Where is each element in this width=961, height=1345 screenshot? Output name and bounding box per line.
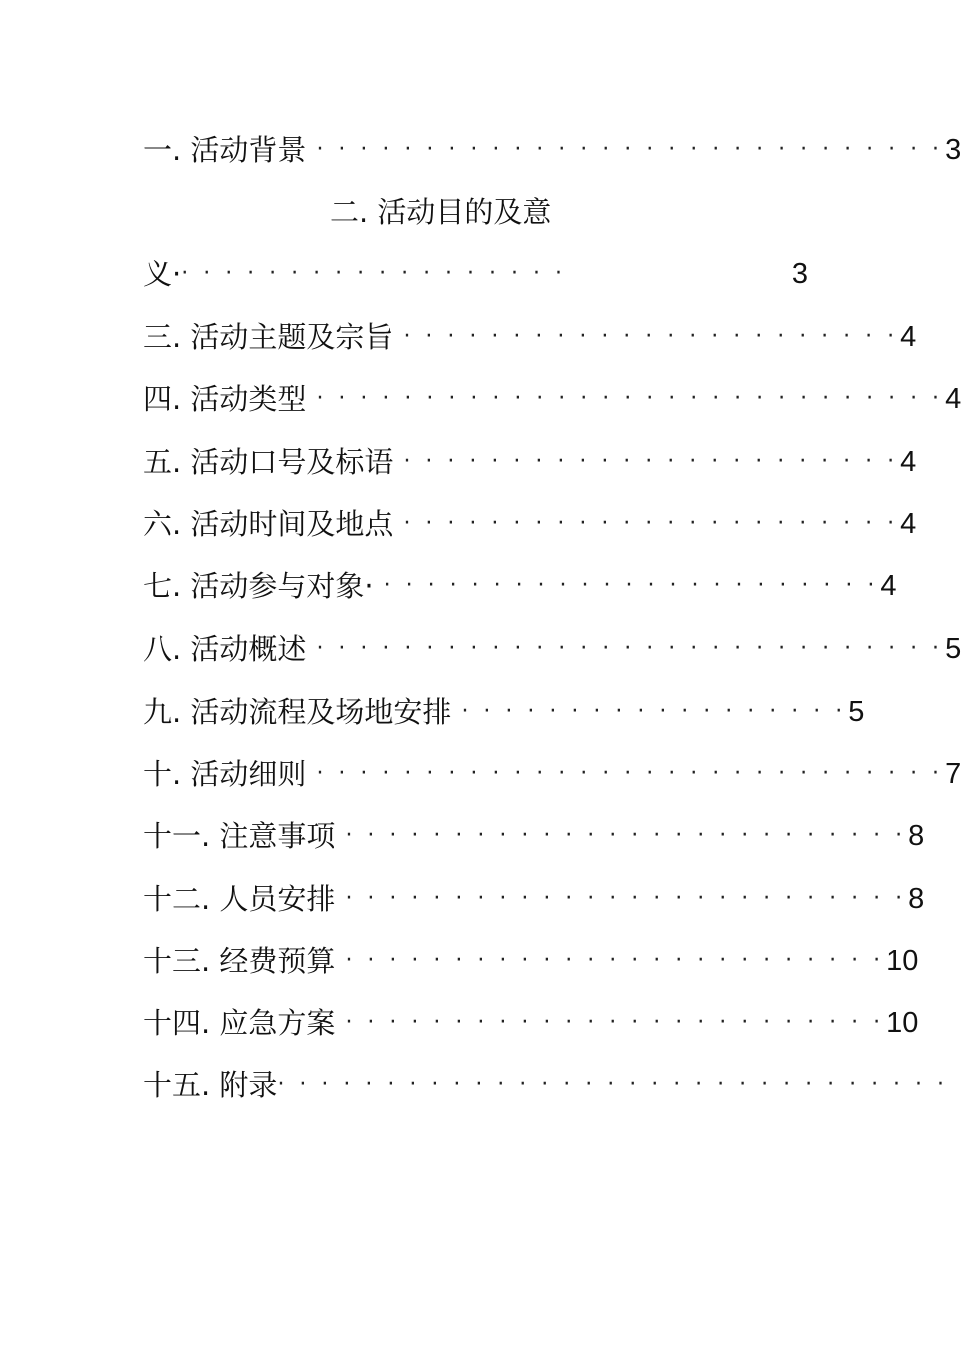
toc-page-number: 7 <box>945 758 961 790</box>
toc-dot-leader: · · · · · · · · · · · · · · · · · · · · · · · · · · · · · <box>316 137 944 162</box>
toc-page-number: 8 <box>908 883 925 915</box>
toc-dot-leader: · · · · · · · · · · · · · · · · · · · · · · · <box>383 573 879 598</box>
toc-entry-purpose-heading[interactable] <box>330 190 630 234</box>
toc-page-number: 4 <box>900 321 917 353</box>
toc-page-number: 4 <box>880 570 897 602</box>
toc-page-number: 5 <box>848 696 865 728</box>
toc-entry-process-venue[interactable] <box>143 690 865 734</box>
toc-entry-staffing[interactable] <box>143 877 925 921</box>
toc-dot-leader: · · · · · · · · · · · · · · · · · · · · · · · · · · <box>345 823 907 848</box>
toc-entry-overview[interactable] <box>143 627 961 671</box>
toc-entry-participants[interactable] <box>143 564 897 608</box>
toc-entry-label: 九. 活动流程及场地安排 <box>143 695 452 729</box>
toc-dot-leader: · · · · · · · · · · · · · · · · · · · · · · · <box>403 324 899 349</box>
toc-page-number: 4 <box>900 446 917 478</box>
toc-dot-leader: · · · · · · · · · · · · · · · · · · · · · · · · · <box>345 948 885 973</box>
toc-entry-theme[interactable] <box>143 315 917 359</box>
toc-dot-leader: · · · · · · · · · · · · · · · · · · · · · · · · · · · · · <box>316 386 944 411</box>
toc-entry-budget[interactable] <box>143 939 919 983</box>
toc-entry-label: 三. 活动主题及宗旨 <box>143 320 394 354</box>
toc-entry-label: 八. 活动概述 <box>143 632 307 666</box>
toc-entry-slogan[interactable] <box>143 440 917 484</box>
toc-dot-leader: · · · · · · · · · · · · · · · · · · <box>181 261 566 286</box>
toc-dot-leader: · · · · · · · · · · · · · · · · · · · · · · · · · · <box>345 886 907 911</box>
toc-entry-notes[interactable] <box>143 814 925 858</box>
toc-page-number: 5 <box>945 633 961 665</box>
toc-dot-leader: · · · · · · · · · · · · · · · · · · · · · · · · · · · · · · · <box>277 1072 949 1097</box>
toc-page-number: 4 <box>945 383 961 415</box>
toc-dot-leader: · · · · · · · · · · · · · · · · · · · · · · · <box>403 511 899 536</box>
toc-dot-leader: · · · · · · · · · · · · · · · · · · · · · · · · · · · · · <box>316 636 944 661</box>
toc-dot-leader: · · · · · · · · · · · · · · · · · · · · · · · · · · · · · <box>316 761 944 786</box>
toc-entry-time-place[interactable] <box>143 502 917 546</box>
toc-entry-label: 十五. 附录 <box>143 1068 278 1102</box>
toc-entry-label: 四. 活动类型 <box>143 382 307 416</box>
toc-entry-label: 十一. 注意事项 <box>143 819 336 853</box>
toc-page-number: 10 <box>886 945 919 977</box>
toc-dot-leader: · · · · · · · · · · · · · · · · · · · · · · · <box>403 449 899 474</box>
toc-entry-label: 一. 活动背景 <box>143 133 307 167</box>
toc-dot-leader: · · · · · · · · · · · · · · · · · · · · · · · · · <box>345 1010 885 1035</box>
toc-entry-label: 十三. 经费预算 <box>143 944 336 978</box>
toc-page-number: 10 <box>886 1007 919 1039</box>
toc-entry-label: 十. 活动细则 <box>143 757 307 791</box>
toc-entry-label: 二. 活动目的及意 <box>330 195 552 229</box>
toc-entry-label: 十四. 应急方案 <box>143 1006 336 1040</box>
toc-entry-label: 义· <box>143 257 182 291</box>
toc-entry-label: 五. 活动口号及标语 <box>143 445 394 479</box>
toc-page-number: 4 <box>900 508 917 540</box>
toc-entry-label: 六. 活动时间及地点 <box>143 507 394 541</box>
toc-dot-leader: · · · · · · · · · · · · · · · · · · <box>461 699 847 724</box>
toc-entry-purpose-continued[interactable] <box>143 252 808 296</box>
toc-entry-emergency[interactable] <box>143 1001 919 1045</box>
toc-entry-background[interactable] <box>143 128 961 172</box>
toc-entry-label: 十二. 人员安排 <box>143 882 336 916</box>
toc-entry-type[interactable] <box>143 377 961 421</box>
toc-entry-label: 七. 活动参与对象· <box>143 569 374 603</box>
toc-page-number: 8 <box>908 820 925 852</box>
toc-page-number: 3 <box>791 258 808 290</box>
toc-page-number: 3 <box>945 134 961 166</box>
toc-entry-appendix[interactable] <box>143 1063 949 1107</box>
toc-entry-rules[interactable] <box>143 752 961 796</box>
